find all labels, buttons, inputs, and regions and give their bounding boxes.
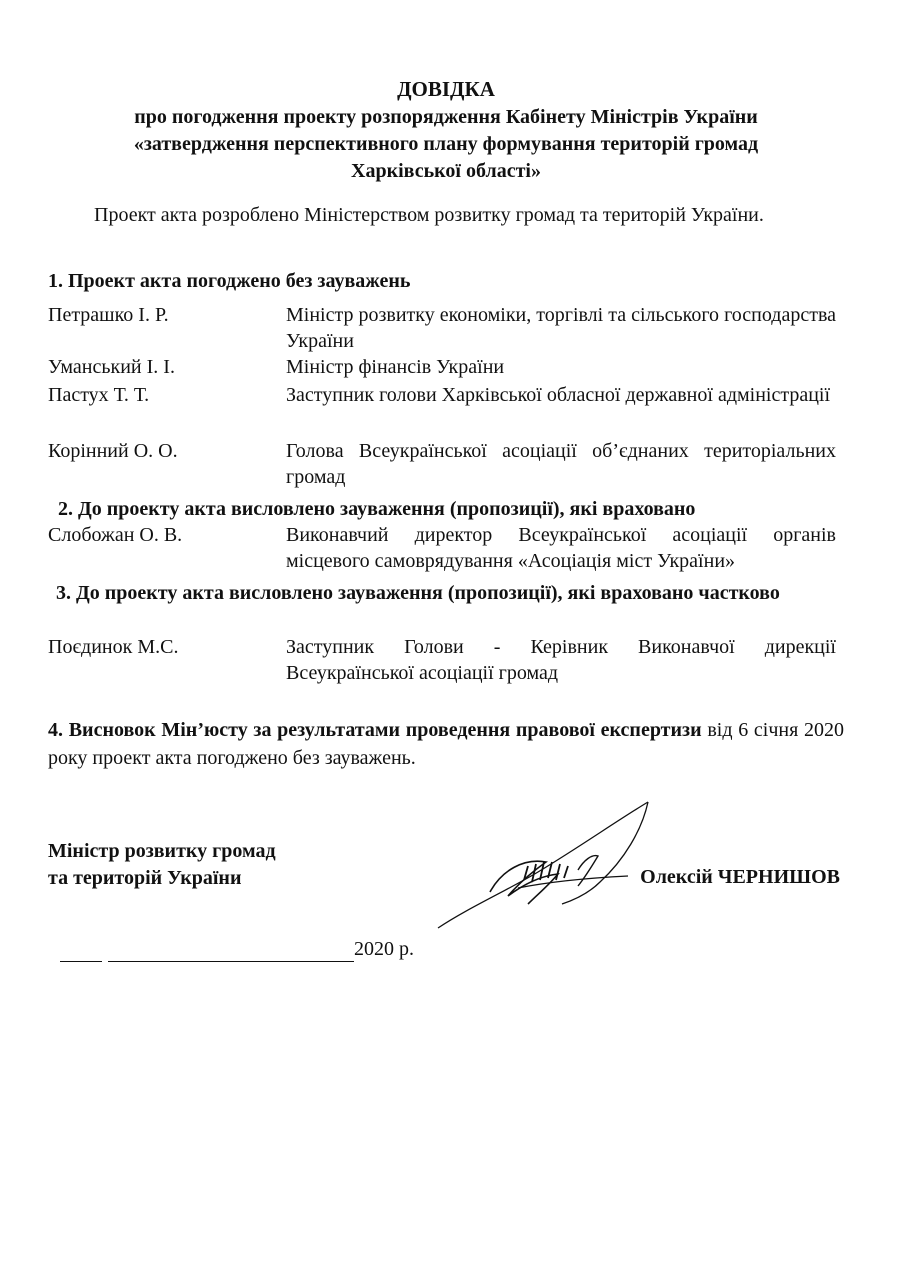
conclusion-paragraph: [48, 716, 844, 772]
subtitle-line-3: Харківської області»: [351, 160, 541, 182]
document-title: ДОВІДКА: [397, 77, 495, 101]
approver-name: Слобожан О. В.: [48, 524, 183, 546]
approver-name: Поєдинок М.С.: [48, 636, 179, 658]
intro-text: Проект акта розроблено Міністерством розвитку громад та територій України.: [94, 204, 764, 226]
approver-position: Заступник Голови - Керівник Виконавчої дирекції Всеукраїнської асоціації громад: [286, 636, 836, 684]
approver-position: Міністр розвитку економіки, торгівлі та сільського господарства України: [286, 304, 836, 352]
document-subtitle: [48, 104, 844, 185]
approver-name: Пастух Т. Т.: [48, 384, 150, 406]
signatory-title: [48, 838, 276, 892]
signatory-title-line-1: Міністр розвитку громад: [48, 840, 276, 862]
approver-position: Голова Всеукраїнської асоціації об’єднаних територіальних громад: [286, 440, 836, 488]
subtitle-line-2: «затвердження перспективного плану формування територій громад: [133, 133, 759, 155]
intro-paragraph: [48, 202, 844, 229]
approver-position: Заступник голови Харківської обласної державної адміністрації: [286, 384, 831, 406]
conclusion-text: від 6 січня 2020 року проект акта погоджено без зауважень.: [48, 719, 845, 769]
subtitle-line-1: про погодження проекту розпорядження Кабінету Міністрів України: [134, 106, 758, 128]
approver-position: Міністр фінансів України: [286, 356, 505, 378]
date-year: 2020 р.: [354, 938, 414, 960]
date-day-blank: [60, 941, 102, 962]
approver-name: Корінний О. О.: [48, 440, 178, 462]
date-month-blank: [108, 941, 354, 962]
signatory-title-line-2: та територій України: [48, 867, 242, 889]
section-2-heading: 2. До проекту акта висловлено зауваження (пропозиції), які враховано: [58, 498, 696, 520]
date-line: [60, 936, 414, 962]
conclusion-heading: 4. Висновок Мін’юсту за результатами проведення правової експертизи: [48, 719, 702, 741]
approver-position: Виконавчий директор Всеукраїнської асоціації органів місцевого самоврядування «Асоціація міст України»: [286, 524, 836, 572]
approver-name: Петрашко І. Р.: [48, 304, 169, 326]
section-3-heading: 3. До проекту акта висловлено зауваження (пропозиції), які враховано частково: [56, 582, 780, 604]
approver-name: Уманський І. І.: [48, 356, 175, 378]
signatory-name: Олексій ЧЕРНИШОВ: [640, 866, 840, 888]
section-1-heading: 1. Проект акта погоджено без зауважень: [48, 270, 411, 292]
